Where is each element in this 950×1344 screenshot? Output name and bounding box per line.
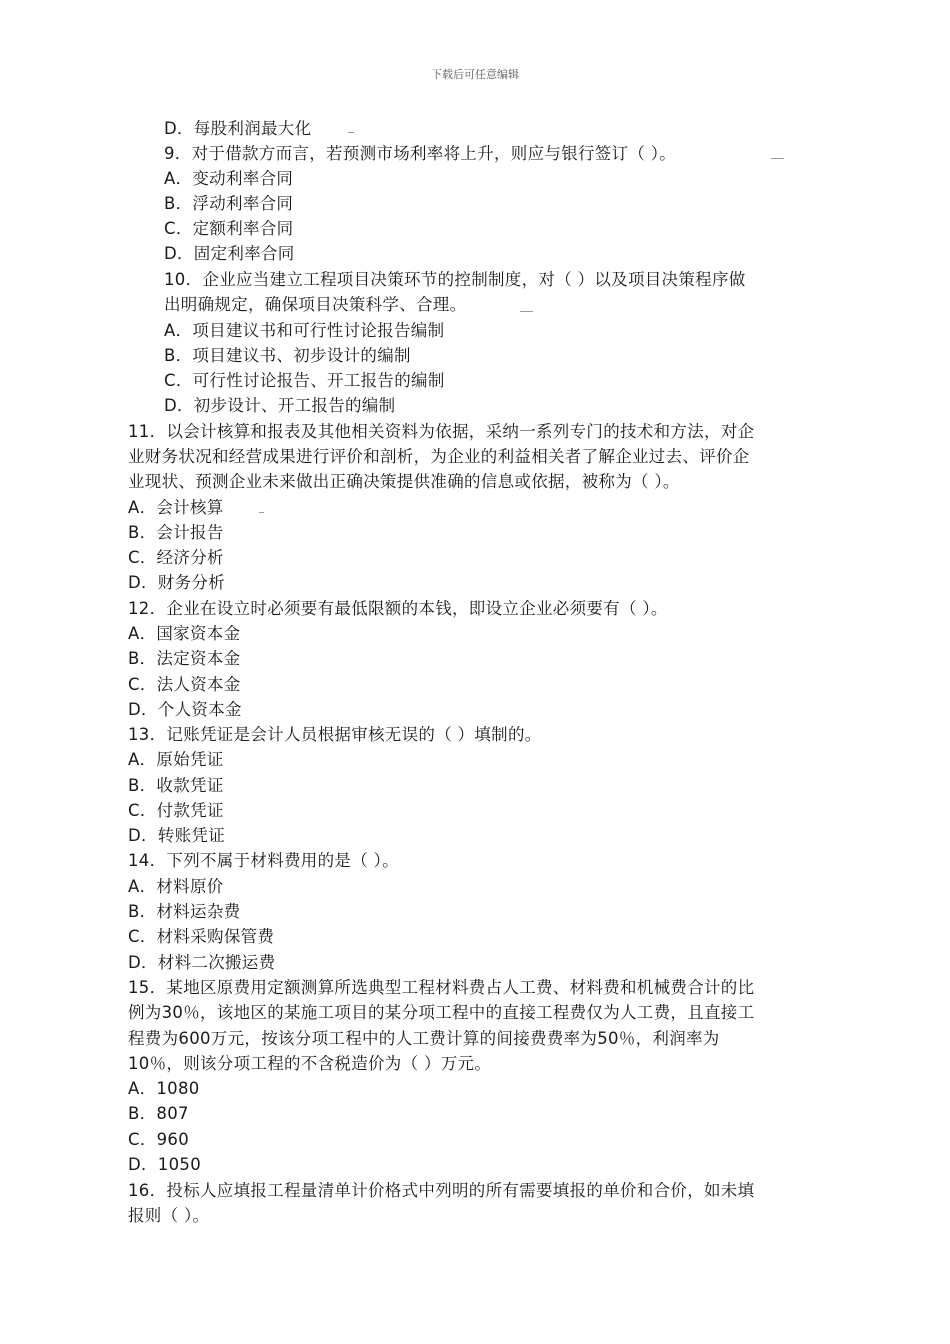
option-line: B．会计报告 — [128, 523, 224, 542]
page-header: 下载后可任意编辑 — [431, 68, 519, 81]
option-line: B．收款凭证 — [128, 776, 224, 795]
scan-mark — [348, 132, 354, 133]
option-line: C．经济分析 — [128, 548, 224, 567]
scan-mark — [771, 158, 784, 159]
option-line: D．个人资本金 — [128, 700, 242, 719]
option-line: C．付款凭证 — [128, 801, 224, 820]
option-line: C．960 — [128, 1130, 190, 1149]
option-line: A．会计核算 — [128, 498, 224, 517]
question-line: 16．投标人应填报工程量清单计价格式中列明的所有需要填报的单价和合价，如未填 — [128, 1181, 755, 1200]
question-line: 10％，则该分项工程的不含税造价为（ ）万元。 — [128, 1054, 492, 1073]
option-line: D．固定利率合同 — [164, 244, 295, 263]
option-line: D．1050 — [128, 1155, 201, 1174]
scan-mark — [259, 512, 264, 513]
option-line: B．807 — [128, 1104, 189, 1123]
option-line: A．变动利率合同 — [164, 169, 294, 188]
option-line: D．初步设计、开工报告的编制 — [164, 396, 396, 415]
option-line: A．1080 — [128, 1079, 200, 1098]
option-line: D．转账凭证 — [128, 826, 226, 845]
option-line: C．可行性讨论报告、开工报告的编制 — [164, 371, 445, 390]
option-line: B．浮动利率合同 — [164, 194, 294, 213]
option-line: C．法人资本金 — [128, 675, 241, 694]
question-line: 业现状、预测企业未来做出正确决策提供准确的信息或依据，被称为（ ）。 — [128, 472, 680, 491]
option-line: A．项目建议书和可行性讨论报告编制 — [164, 321, 445, 340]
option-line: B．法定资本金 — [128, 649, 241, 668]
option-line: D．每股利润最大化 — [164, 119, 312, 138]
question-line: 12．企业在设立时必须要有最低限额的本钱，即设立企业必须要有（ ）。 — [128, 599, 668, 618]
option-line: B．材料运杂费 — [128, 902, 241, 921]
question-line: 程费为600万元，按该分项工程中的人工费计算的间接费费率为50％，利润率为 — [128, 1029, 720, 1048]
option-line: C．定额利率合同 — [164, 219, 294, 238]
question-line: 报则（ ）。 — [128, 1206, 210, 1225]
question-line: 14．下列不属于材料费用的是（ ）。 — [128, 851, 399, 870]
question-line: 出明确规定，确保项目决策科学、合理。 — [164, 295, 467, 314]
option-line: D．财务分析 — [128, 573, 226, 592]
question-line: 9．对于借款方而言，若预测市场利率将上升，则应与银行签订（ ）。 — [164, 144, 677, 163]
question-line: 10．企业应当建立工程项目决策环节的控制制度，对（ ）以及项目决策程序做 — [164, 270, 746, 289]
question-line: 15．某地区原费用定额测算所选典型工程材料费占人工费、材料费和机械费合计的比 — [128, 978, 755, 997]
option-line: A．材料原价 — [128, 877, 224, 896]
question-line: 13．记账凭证是会计人员根据审核无误的（ ）填制的。 — [128, 725, 542, 744]
option-line: B．项目建议书、初步设计的编制 — [164, 346, 411, 365]
question-line: 例为30％，该地区的某施工项目的某分项工程中的直接工程费仅为人工费，且直接工 — [128, 1003, 755, 1022]
option-line: D．材料二次搬运费 — [128, 953, 276, 972]
scan-mark — [520, 311, 533, 312]
option-line: C．材料采购保管费 — [128, 927, 275, 946]
option-line: A．原始凭证 — [128, 750, 224, 769]
option-line: A．国家资本金 — [128, 624, 241, 643]
question-line: 业财务状况和经营成果进行评价和剖析，为企业的利益相关者了解企业过去、评价企 — [128, 447, 750, 466]
question-line: 11．以会计核算和报表及其他相关资料为依据，采纳一系列专门的技术和方法，对企 — [128, 422, 755, 441]
